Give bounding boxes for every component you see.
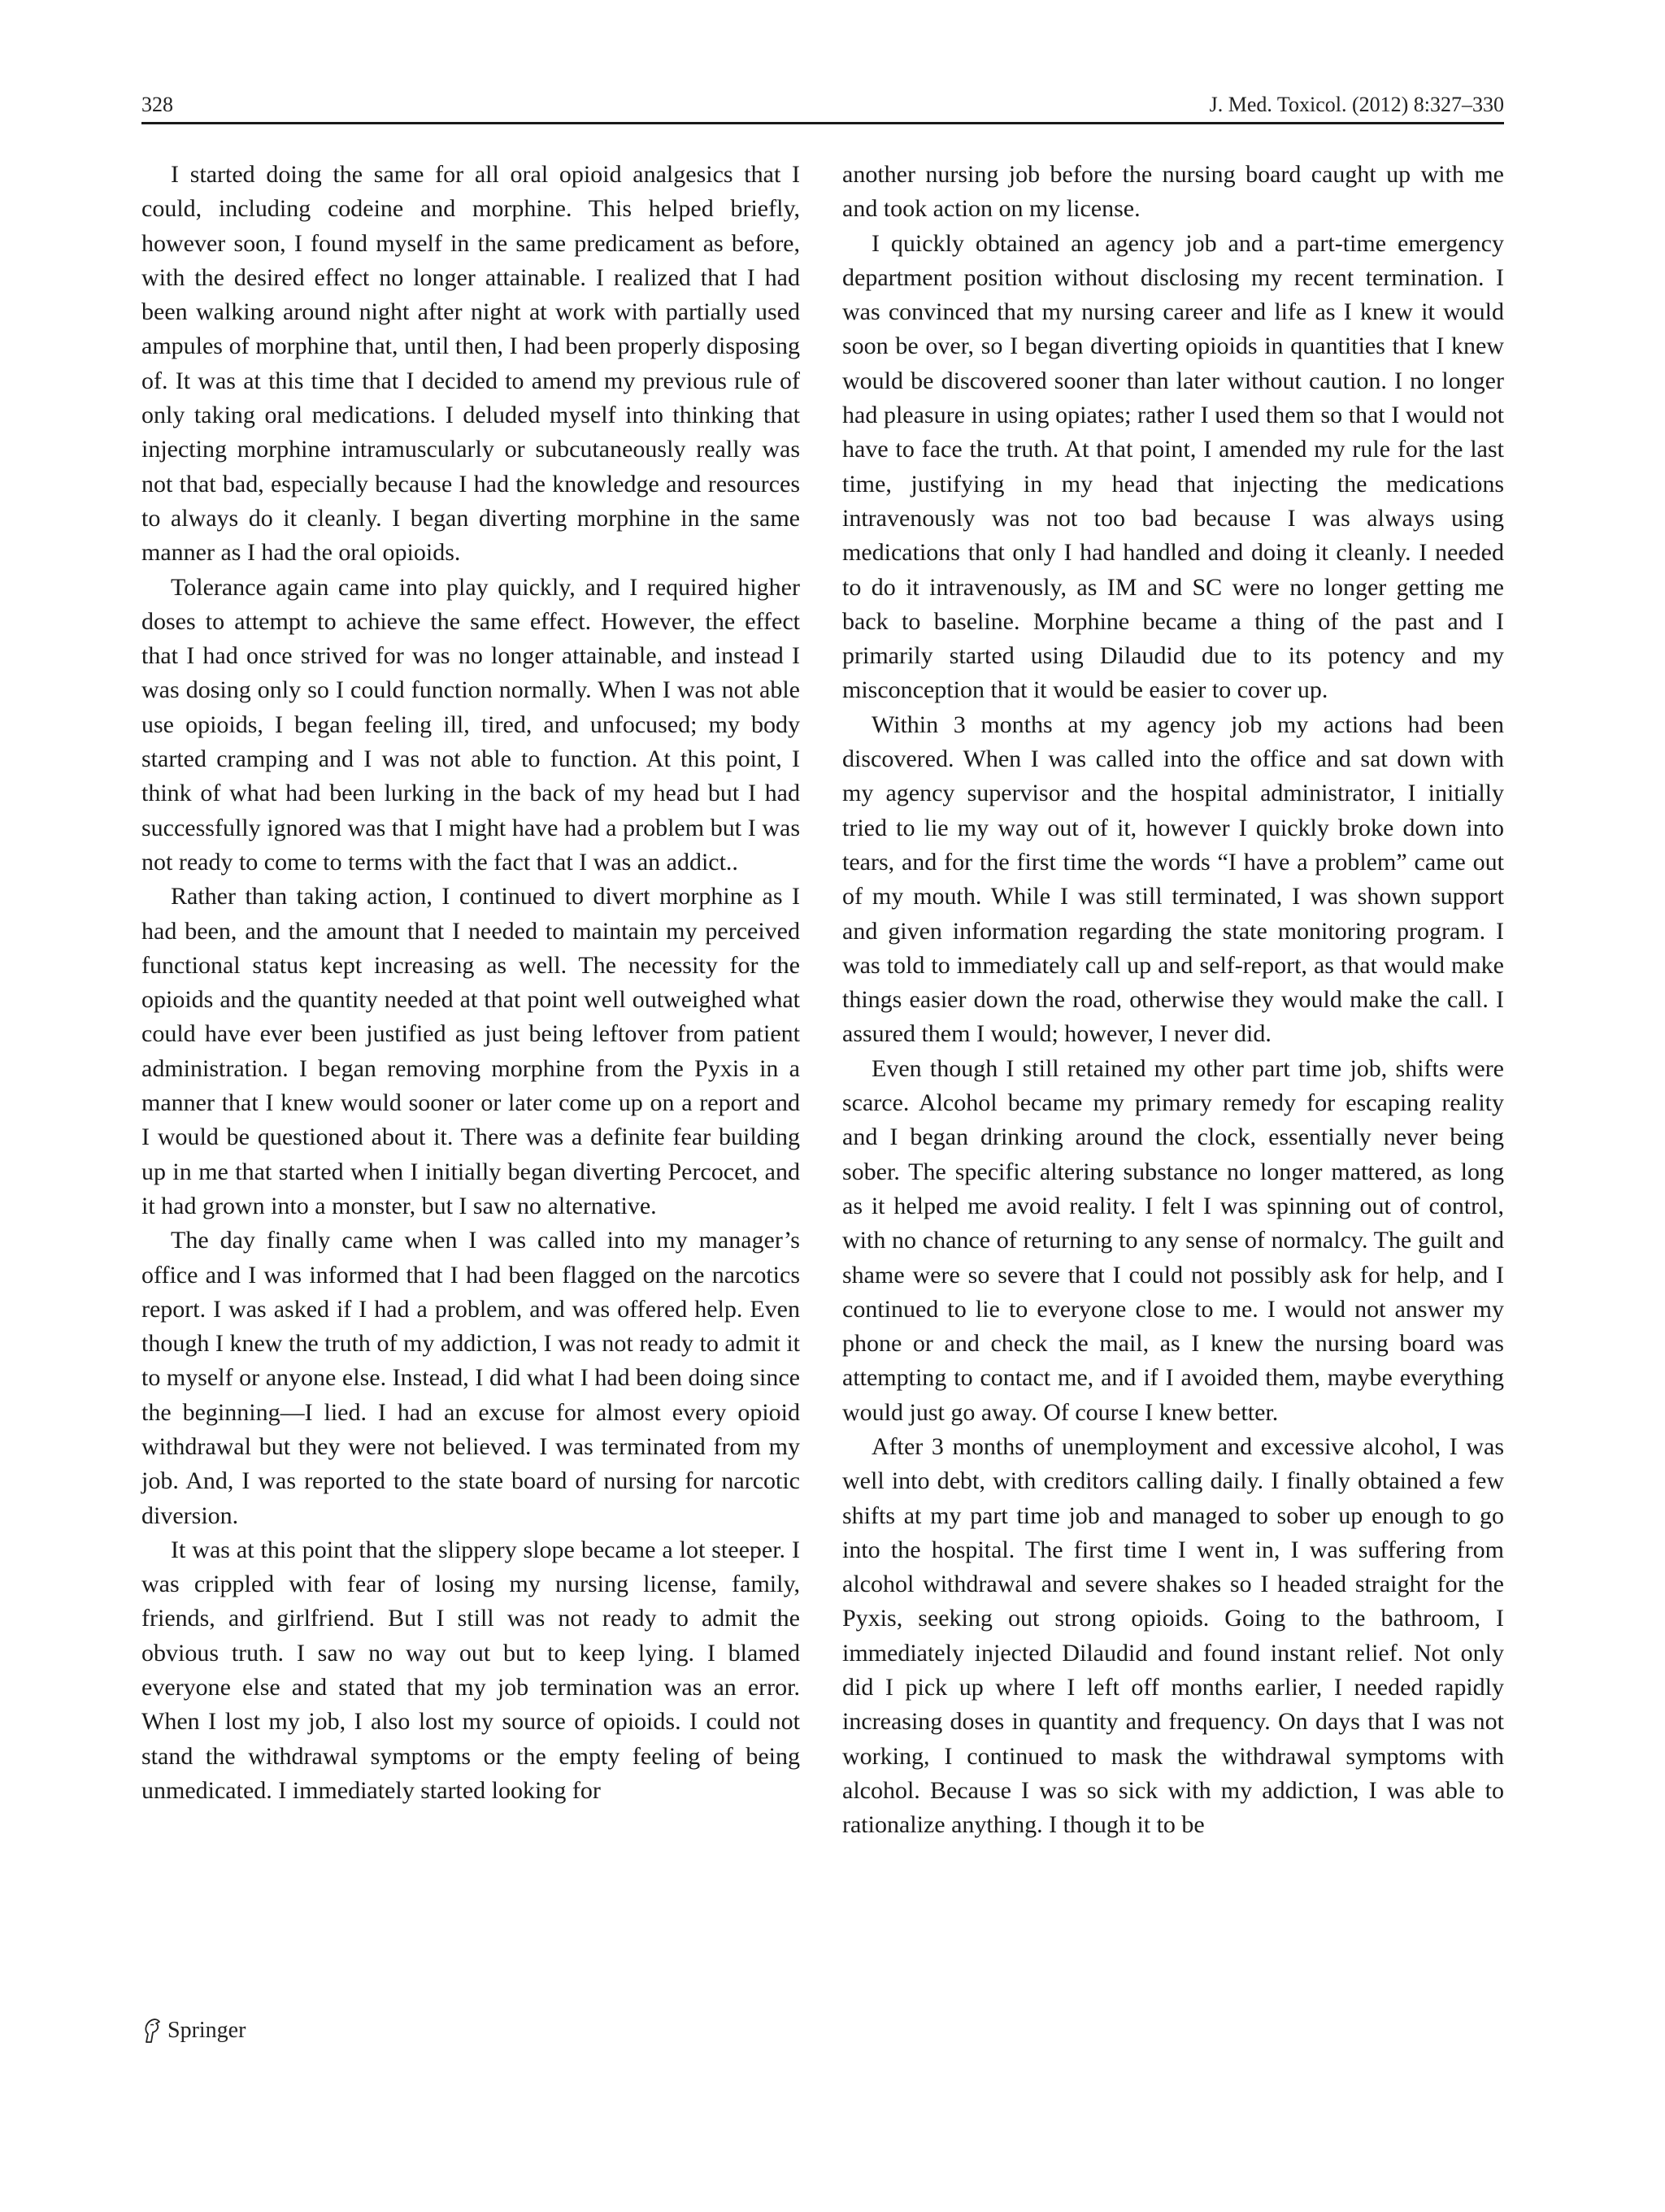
publisher-logo — [141, 2014, 246, 2047]
publisher-name: Springer — [167, 2018, 246, 2043]
paragraph: Rather than taking action, I continued to divert morphine as I had been, and the amount that I needed to maintain my perceived functional status kept increasing as well. The necessity for the opioids and the quantity needed at that point well outweighed what could have ever been justified as just being leftover from patient administration. I began removing morphine from the Pyxis in a manner that I knew would sooner or later come up on a report and I would be questioned about it. There was a definite fear building up in me that started when I initially began diverting Percocet, and it had grown into a monster, but I saw no alternative. — [141, 883, 800, 1219]
paragraph: Within 3 months at my agency job my actions had been discovered. When I was called into the office and sat down with my agency supervisor and the hospital administrator, I initially tried to lie my way out of it, however I quickly broke down into tears, and for the first time the words “I have a problem” came out of my mouth. While I was still terminated, I was shown support and given information regarding the state monitoring program. I was told to immediately call up and self-report, as that would make things easier down the road, otherwise they would make the call. I assured them I would; however, I never did. — [842, 711, 1504, 1048]
paragraph: I quickly obtained an agency job and a part-time emergency department position without disclosing my recent termination. I was convinced that my nursing career and life as I knew it would soon be over, so I began diverting opioids in quantities that I knew would be discovered sooner than later without caution. I no longer had pleasure in using opiates; rather I used them so that I would not have to face the truth. At that point, I amended my rule for the last time, justifying in my head that injecting the medications intravenously was not too bad because I was always using medications that only I had handled and doing it cleanly. I needed to do it intravenously, as IM and SC were no longer getting me back to baseline. Morphine became a thing of the past and I primarily started using Dilaudid due to its potency and my misconception that it would be easier to cover up. — [842, 229, 1504, 704]
right-column — [842, 158, 1504, 1843]
paragraph: The day finally came when I was called into my manager’s office and I was informed that I had been flagged on the narcotics report. I was asked if I had a problem, and was offered help. Even though I knew the truth of my addiction, I was not ready to admit it to myself or anyone else. Instead, I did what I had been doing since the beginning—I lied. I had an excuse for almost every opioid withdrawal but they were not believed. I was terminated from my job. And, I was reported to the state board of nursing for narcotic diversion. — [141, 1227, 800, 1529]
paragraph: I started doing the same for all oral opioid analgesics that I could, including codeine and morphine. This helped briefly, however soon, I found myself in the same predicament as before, with the desired effect no longer attainable. I realized that I had been walking around night after night at work with partially used ampules of morphine that, until then, I had been properly disposing of. It was at this time that I decided to amend my previous rule of only taking oral medications. I deluded myself into thinking that injecting morphine intramuscularly or subcutaneously really was not that bad, especially because I had the knowledge and resources to always do it cleanly. I began diverting morphine in the same manner as I had the oral opioids. — [141, 161, 800, 567]
paragraph: After 3 months of unemployment and excessive alcohol, I was well into debt, with creditors calling daily. I finally obtained a few shifts at my part time job and managed to sober up enough to go into the hospital. The first time I went in, I was suffering from alcohol withdrawal and severe shakes so I headed straight for the Pyxis, seeking out strong opioids. Going to the bathroom, I immediately injected Dilaudid and found instant relief. Not only did I pick up where I left off months earlier, I needed rapidly increasing doses in quantity and frequency. On days that I was not working, I continued to mask the withdrawal symptoms with alcohol. Because I was so sick with my addiction, I was able to rationalize anything. I though it to be — [842, 1432, 1504, 1839]
journal-citation: J. Med. Toxicol. (2012) 8:327–330 — [1209, 93, 1504, 116]
paragraph: Even though I still retained my other part time job, shifts were scarce. Alcohol became my primary remedy for escaping reality and I began drinking around the clock, essentially never being sober. The specific altering substance no longer mattered, as long as it helped me avoid reality. I felt I was spinning out of control, with no chance of returning to any sense of normalcy. The guilt and shame were so severe that I could not possibly ask for help, and I continued to lie to everyone close to me. I would not answer my phone or and check the mail, as I knew the nursing board was attempting to contact me, and if I avoided them, maybe everything would just go away. Of course I knew better. — [842, 1054, 1504, 1426]
paragraph: Tolerance again came into play quickly, and I required higher doses to attempt to achieve the same effect. However, the effect that I had once strived for was no longer attainable, and instead I was dosing only so I could function normally. When I was not able use opioids, I began feeling ill, tired, and unfocused; my body started cramping and I was not able to function. At this point, I think of what had been lurking in the back of my head but I had successfully ignored was that I might have had a problem but I was not ready to come to terms with the fact that I was an addict.. — [141, 573, 800, 876]
springer-horse-icon — [141, 2018, 163, 2044]
left-column — [141, 158, 800, 1808]
running-header — [141, 89, 1504, 125]
paragraph: It was at this point that the slippery slope became a lot steeper. I was crippled with fear of losing my nursing license, family, friends, and girlfriend. But I still was not ready to admit the obvious truth. I saw no way out but to keep lying. I blamed everyone else and stated that my job termination was an error. When I lost my job, I also lost my source of opioids. I could not stand the withdrawal symptoms or the empty feeling of being unmedicated. I immediately started looking for — [141, 1536, 800, 1804]
paragraph-continued: another nursing job before the nursing board caught up with me and took action on my license. — [842, 161, 1504, 223]
page-number: 328 — [141, 93, 173, 116]
header-rule — [141, 122, 1504, 124]
